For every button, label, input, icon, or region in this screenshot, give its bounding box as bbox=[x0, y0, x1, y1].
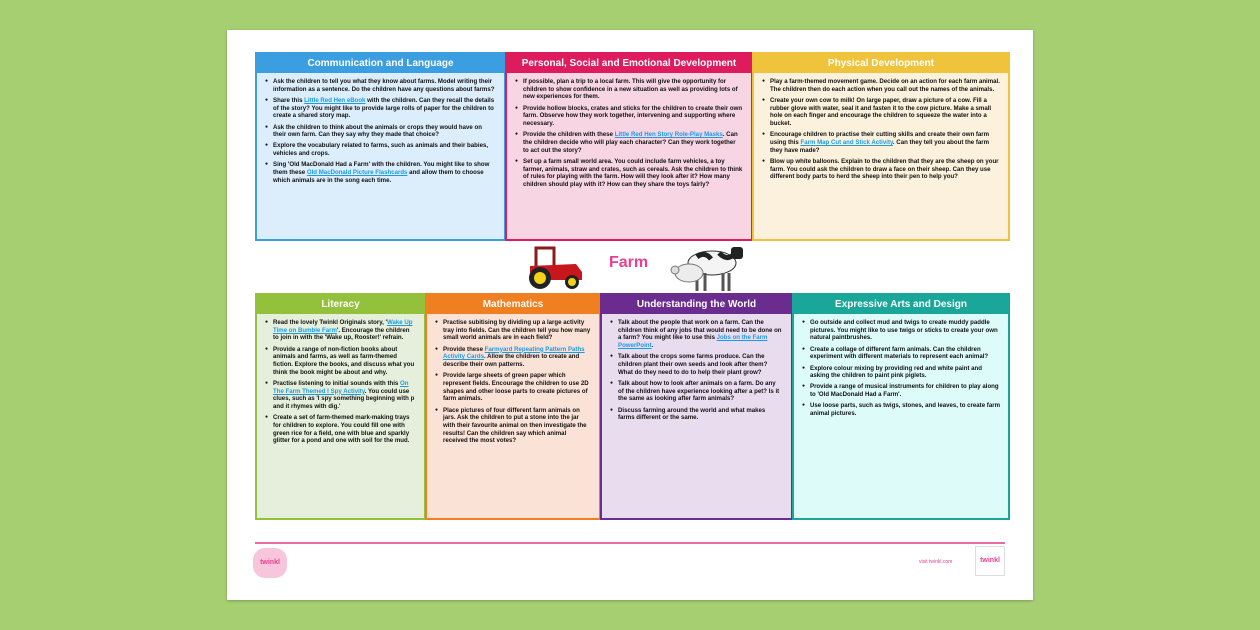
activity-item bbox=[265, 78, 496, 93]
activity-text: . Allow the children to create and describe their own patterns. bbox=[443, 353, 580, 369]
activity-text: Practise listening to initial sounds with this bbox=[273, 379, 400, 387]
activity-text: Explore the vocabulary related to farms, such as animals and their babies, vehicles and crops. bbox=[273, 142, 489, 158]
activity-text: Talk about how to look after animals on a farm. Do any of the children have experience looking after a pet? Is it the same as looking after farm animals? bbox=[618, 379, 780, 403]
activity-text: Go outside and collect mud and twigs to create muddy paddle pictures. You might like to use twigs or sticks to create your own natural paintbrushes. bbox=[810, 319, 998, 342]
section-psed bbox=[505, 52, 753, 241]
activity-item bbox=[435, 346, 591, 369]
activity-list bbox=[754, 73, 1008, 181]
section-heading: Expressive Arts and Design bbox=[794, 295, 1008, 314]
activity-text: Create a set of farm-themed mark-making trays for children to explore. You could fill one with green rice for a field, one with blue and sparkly glitter for a pond and one with soil for the mud. bbox=[273, 414, 410, 445]
activity-item bbox=[610, 380, 783, 403]
activity-item bbox=[265, 97, 496, 120]
resource-link[interactable]: Old MacDonald Picture Flashcards bbox=[306, 169, 408, 177]
resource-link[interactable]: Farm Map Cut and Stick Activity bbox=[800, 138, 893, 146]
activity-text: Ask the children to tell you what they know about farms. Model writing their information as a sentence. Do the children have any questions about farms? bbox=[273, 78, 495, 93]
activity-list bbox=[602, 314, 791, 422]
activity-item bbox=[265, 346, 416, 377]
activity-item bbox=[762, 158, 1000, 181]
activity-item bbox=[762, 78, 1000, 93]
activity-list bbox=[794, 314, 1008, 418]
activity-item bbox=[265, 319, 416, 342]
activity-item bbox=[515, 131, 743, 154]
activity-text: Play a farm-themed movement game. Decide on an action for each farm animal. The children then do each action when you call out the names of the animals. bbox=[770, 78, 1000, 93]
activity-item bbox=[802, 365, 1000, 380]
activity-text: . Can the children decide who will play each character? Can they work together to act out the story? bbox=[523, 131, 738, 154]
activity-text: Provide hollow blocks, crates and sticks for the children to create their own farm. Observe how they work together, intervening and supporting where necessary. bbox=[523, 104, 743, 128]
section-phys bbox=[752, 52, 1010, 241]
activity-item bbox=[762, 131, 1000, 154]
activity-text: Practise subitising by dividing up a large activity tray into fields. Can the children tell you how many small world animals are in each field? bbox=[443, 319, 591, 342]
resource-link[interactable]: On The Farm Themed I Spy Activity bbox=[273, 379, 409, 395]
activity-text: If possible, plan a trip to a local farm. This will give the opportunity for children to show confidence in a new situation as well as providing lots of new experiences for them. bbox=[523, 78, 738, 101]
activity-item bbox=[802, 346, 1000, 361]
activity-item bbox=[610, 407, 783, 422]
activity-text: Discuss farming around the world and what makes farms different or the same. bbox=[618, 406, 766, 422]
activity-list bbox=[507, 73, 751, 189]
activity-item bbox=[610, 319, 783, 350]
activity-text: . Can they tell you about the farm they have made? bbox=[770, 138, 990, 154]
activity-text: '. Encourage the children to join in with the 'Wake up, Rooster!' refrain. bbox=[273, 326, 410, 342]
section-ead bbox=[792, 293, 1010, 520]
activity-list bbox=[257, 314, 424, 445]
tractor-icon bbox=[522, 242, 592, 290]
activity-text: Place pictures of four different farm animals on jars. Ask the children to put a stone into the jar with their favourite animal on then investigate the results! Can the children say which animal received the most votes? bbox=[443, 406, 587, 445]
section-heading: Communication and Language bbox=[257, 54, 504, 73]
resource-link[interactable]: Little Red Hen eBook bbox=[304, 96, 366, 104]
activity-text: with the children. Can they recall the details of the story? You might like to provide large rolls of paper for the children to create a shared story map. bbox=[273, 96, 495, 120]
twinkl-logo-right: twinkl bbox=[975, 546, 1005, 576]
activity-item bbox=[610, 353, 783, 376]
activity-item bbox=[265, 124, 496, 139]
activity-text: Share this bbox=[273, 96, 305, 104]
section-comm bbox=[255, 52, 506, 241]
activity-item bbox=[802, 319, 1000, 342]
resource-link[interactable]: Jobs on the Farm PowerPoint bbox=[618, 334, 768, 350]
activity-list bbox=[427, 314, 599, 445]
activity-text: Provide a range of musical instruments for children to play along to 'Old MacDonald Had a Farm'. bbox=[810, 383, 999, 399]
activity-item bbox=[265, 161, 496, 184]
resource-link[interactable]: Farmyard Repeating Pattern Paths Activity Cards bbox=[443, 345, 585, 361]
activity-item bbox=[802, 383, 1000, 398]
document-title: Farm bbox=[609, 254, 649, 271]
activity-item bbox=[515, 105, 743, 128]
activity-text: Talk about the crops some farms produce. Can the children plant their own seeds and look after them? What do they need to do to help their plant grow? bbox=[618, 353, 768, 376]
activity-item bbox=[435, 319, 591, 342]
activity-text: and allow them to choose which animals are in the song each time. bbox=[273, 169, 484, 184]
section-heading: Literacy bbox=[257, 295, 424, 314]
resource-link[interactable]: Wake Up Time on Bumble Farm bbox=[273, 319, 413, 334]
footer-divider bbox=[255, 542, 1005, 544]
section-heading: Understanding the World bbox=[602, 295, 791, 314]
footer-url[interactable]: visit twinkl.com bbox=[919, 559, 953, 565]
activity-item bbox=[265, 142, 496, 157]
activity-list bbox=[257, 73, 504, 184]
resource-link[interactable]: Little Red Hen Story Role-Play Masks bbox=[614, 131, 723, 139]
activity-text: . bbox=[651, 342, 654, 350]
activity-text: Provide these bbox=[443, 345, 485, 353]
twinkl-logo-left: twinkl bbox=[253, 548, 287, 578]
activity-text: . You could use clues, such as 'I spy something beginning with p and it rhymes with dig.' bbox=[273, 387, 415, 411]
section-heading: Mathematics bbox=[427, 295, 599, 314]
activity-text: Blow up white balloons. Explain to the children that they are the sheep on your farm. You could ask the children to draw a face on their sheep. Can they use different body parts to herd the sheep into their pen to help you? bbox=[770, 157, 999, 181]
activity-text: Talk about the people that work on a farm. Can the children think of any jobs that would need to be done on a farm? You might like to use this bbox=[618, 319, 782, 342]
activity-item bbox=[515, 78, 743, 101]
activity-text: Explore colour mixing by providing red and white paint and asking the children to paint pink piglets. bbox=[810, 364, 982, 380]
activity-text: Create your own cow to milk! On large paper, draw a picture of a cow. Fill a rubber glove with water, seal it and fasten it to the cow picture. Make a small hole on each finger and encourage the children to squeeze the water into a bucket. bbox=[770, 96, 992, 128]
document-page bbox=[227, 30, 1033, 600]
activity-item bbox=[802, 402, 1000, 417]
activity-text: Encourage children to practise their cutting skills and create their own farm using this bbox=[770, 131, 990, 146]
activity-text: Create a collage of different farm animals. Can the children experiment with different materials to represent each animal? bbox=[810, 345, 989, 361]
activity-item bbox=[265, 380, 416, 411]
activity-text: Provide a range of non-fiction books about animals and farms, as well as farm-themed fiction. Explore the books, and discuss what you think the book might be about and why. bbox=[273, 345, 415, 376]
activity-text: Provide the children with these bbox=[523, 131, 615, 139]
section-lit bbox=[255, 293, 426, 520]
section-heading: Personal, Social and Emotional Development bbox=[507, 54, 751, 73]
activity-item bbox=[435, 372, 591, 403]
activity-item bbox=[265, 414, 416, 445]
activity-text: Read the lovely Twinkl Originals story, ' bbox=[273, 319, 387, 326]
section-utw bbox=[600, 293, 793, 520]
activity-item bbox=[435, 407, 591, 446]
activity-text: Use loose parts, such as twigs, stones, and leaves, to create farm animal pictures. bbox=[810, 402, 1000, 418]
cow-and-sheep-icon bbox=[667, 243, 757, 295]
activity-text: Sing 'Old MacDonald Had a Farm' with the children. You might like to show them these bbox=[273, 161, 490, 177]
activity-text: Provide large sheets of green paper which represent fields. Encourage the children to use 2D shapes and other loose parts to create pictures of farm animals. bbox=[443, 372, 589, 403]
activity-text: Ask the children to think about the animals or crops they would have on their own farm. Can they say why they made that choice? bbox=[273, 123, 482, 139]
activity-item bbox=[762, 97, 1000, 128]
activity-item bbox=[515, 158, 743, 189]
section-math bbox=[425, 293, 601, 520]
activity-text: Set up a farm small world area. You could include farm vehicles, a toy farmer, animals, straw and crates, such as cereals. Ask the children to think of rules for playing with the farm. How will they look after it? How many children should play with it? How can they share the toys fairly? bbox=[523, 157, 743, 188]
section-heading: Physical Development bbox=[754, 54, 1008, 73]
